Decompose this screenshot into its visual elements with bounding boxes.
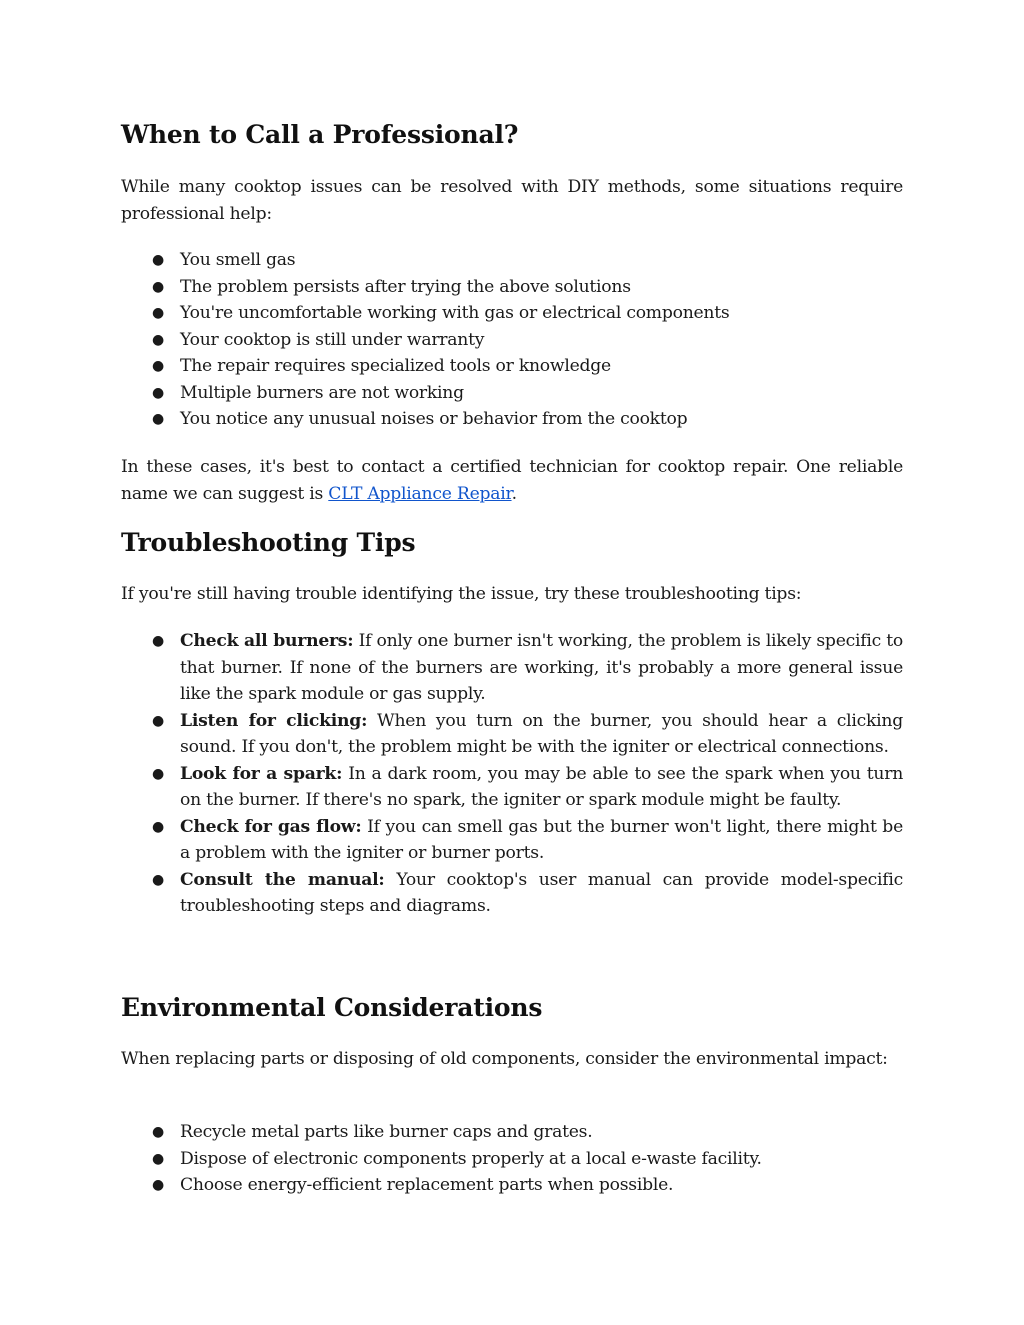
bullet-icon: ● xyxy=(152,331,164,348)
list-item: ● Look for a spark: In a dark room, you may be able to see the spark when you turn on the burner. If there's no spark, the igniter or spark module might be faulty. xyxy=(121,761,903,814)
tip-term: Consult the manual: xyxy=(180,869,385,890)
list-item: ● Multiple burners are not working xyxy=(121,380,903,407)
list-item: ● Choose energy-efficient replacement parts when possible. xyxy=(121,1172,903,1199)
troubleshooting-tips-list xyxy=(121,628,903,920)
environmental-tips-list xyxy=(121,1119,903,1199)
bullet-icon: ● xyxy=(152,765,164,782)
bullet-icon: ● xyxy=(152,633,164,649)
list-item: ● The problem persists after trying the above solutions xyxy=(121,274,903,301)
bullet-icon: ● xyxy=(152,712,164,729)
list-item: ● Consult the manual: Your cooktop's user manual can provide model-specific troubleshooting steps and diagrams. xyxy=(121,867,903,920)
section-closing-professional: In these cases, it's best to contact a certified technician for cooktop repair. One reliable name we can suggest is CLT Appliance Repair. xyxy=(121,457,903,504)
list-item: ● You're uncomfortable working with gas or electrical components xyxy=(121,300,903,327)
list-item: ● You smell gas xyxy=(121,247,903,274)
section-heading-environmental: Environmental Considerations xyxy=(121,993,543,1022)
section-intro-troubleshooting: If you're still having trouble identifying the issue, try these troubleshooting tips: xyxy=(121,584,802,604)
bullet-icon: ● xyxy=(152,305,164,321)
bullet-icon: ● xyxy=(152,384,164,401)
list-item: ● Dispose of electronic components properly at a local e-waste facility. xyxy=(121,1146,903,1173)
bullet-icon: ● xyxy=(152,1124,164,1140)
list-item: ● Check for gas flow: If you can smell gas but the burner won't light, there might be a problem with the igniter or burner ports. xyxy=(121,814,903,867)
tip-term: Listen for clicking: xyxy=(180,710,368,731)
bullet-icon: ● xyxy=(152,411,164,427)
bullet-icon: ● xyxy=(152,1177,164,1193)
tip-term: Check for gas flow: xyxy=(180,816,362,837)
section-intro-professional: While many cooktop issues can be resolved with DIY methods, some situations require professional help: xyxy=(121,177,903,224)
clt-appliance-repair-link[interactable]: CLT Appliance Repair xyxy=(328,483,512,504)
list-item: ● Recycle metal parts like burner caps and grates. xyxy=(121,1119,903,1146)
professional-reasons-list xyxy=(121,247,903,433)
bullet-icon: ● xyxy=(152,252,164,268)
list-item: ● Check all burners: If only one burner isn't working, the problem is likely specific to that burner. If none of the burners are working, it's probably a more general issue like the spark module or gas supply. xyxy=(121,628,903,708)
bullet-icon: ● xyxy=(152,871,164,888)
list-item: ● Your cooktop is still under warranty xyxy=(121,327,903,354)
bullet-icon: ● xyxy=(152,358,164,374)
tip-term: Check all burners: xyxy=(180,631,354,651)
list-item: ● You notice any unusual noises or behavior from the cooktop xyxy=(121,406,903,433)
bullet-icon: ● xyxy=(152,818,164,835)
list-item: ● Listen for clicking: When you turn on the burner, you should hear a clicking sound. If you don't, the problem might be with the igniter or electrical connections. xyxy=(121,708,903,761)
bullet-icon: ● xyxy=(152,278,164,295)
section-intro-environmental: When replacing parts or disposing of old components, consider the environmental impact: xyxy=(121,1049,888,1069)
tip-term: Look for a spark: xyxy=(180,763,343,784)
bullet-icon: ● xyxy=(152,1150,164,1167)
section-heading-professional: When to Call a Professional? xyxy=(121,120,519,149)
section-heading-troubleshooting: Troubleshooting Tips xyxy=(121,528,416,557)
list-item: ● The repair requires specialized tools or knowledge xyxy=(121,353,903,380)
